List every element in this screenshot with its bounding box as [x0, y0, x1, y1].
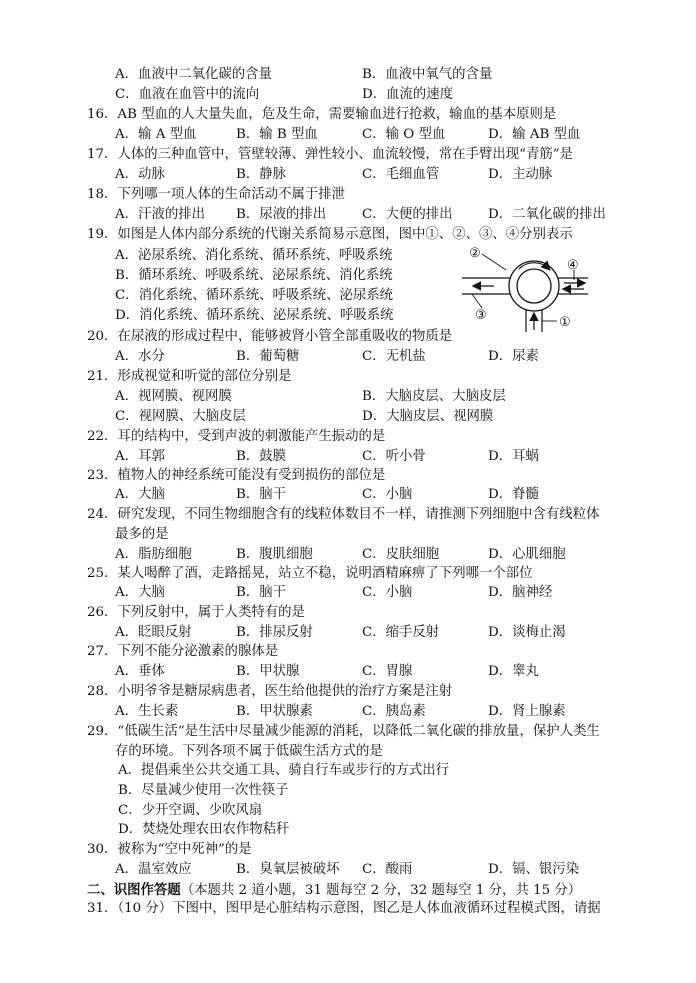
option-c: C．胃腺: [362, 664, 413, 679]
option-a: A．大脑: [115, 487, 165, 502]
option-a: A．水分: [115, 349, 165, 364]
question-17-stem: 17．人体的三种血管中，管壁较薄、弹性较小、血流较慢，常在手臂出现“青筋”是: [87, 147, 574, 162]
option-b: B．葡萄糖: [236, 349, 300, 364]
option-d: D．消化系统、循环系统、泌尿系统、呼吸系统: [115, 308, 394, 323]
section-2-note: （本题共 2 道小题，31 题每空 2 分，32 题每空 1 分，共 15 分）: [180, 883, 582, 898]
question-23-stem: 23．植物人的神经系统可能没有受到损伤的部位是: [87, 468, 386, 483]
option-d: D．脊髓: [488, 487, 539, 502]
option-d: D．焚烧处理农田农作物秸秆: [118, 822, 290, 837]
option-a: A．提倡乘坐公共交通工具、骑自行车或步行的方式出行: [118, 763, 450, 778]
option-b: B．鼓膜: [236, 449, 287, 464]
option-d: D．谈梅止渴: [488, 625, 566, 640]
label-2: ②: [469, 246, 481, 261]
option-c: C．大便的排出: [362, 207, 453, 222]
leader-2: [482, 254, 506, 270]
question-30-stem: 30．被称为“空中死神”的是: [87, 842, 252, 857]
option-c: C．无机盐: [362, 349, 426, 364]
option-b: B．循环系统、呼吸系统、泌尿系统、消化系统: [115, 268, 393, 283]
question-24-stem: 24．研究发现，不同生物细胞含有的线粒体数目不一样，请推测下列细胞中含有线粒体: [87, 507, 600, 522]
option-d: D．脑神经: [488, 585, 553, 600]
option-d: D．输 AB 型血: [488, 127, 581, 142]
option-b: B．脑干: [236, 487, 287, 502]
question-20-stem: 20．在尿液的形成过程中，能够被肾小管全部重吸收的物质是: [87, 329, 453, 344]
option-d: D．大脑皮层、视网膜: [362, 409, 494, 424]
option-a: A．眨眼反射: [115, 625, 192, 640]
label-1: ①: [559, 315, 571, 330]
question-28-stem: 28．小明爷爷是糖尿病患者，医生给他提供的治疗方案是注射: [87, 684, 453, 699]
option-b: B．静脉: [236, 167, 287, 182]
option-c: C．小脑: [362, 487, 413, 502]
option-c: C．听小骨: [362, 449, 426, 464]
label-4: ④: [567, 258, 579, 273]
label-3: ③: [475, 308, 487, 323]
option-b: B．腹肌细胞: [236, 547, 313, 562]
option-d: D．主动脉: [488, 167, 553, 182]
question-16-stem: 16．AB 型血的人大量失血，危及生命，需要输血进行抢救，输血的基本原则是: [87, 107, 557, 122]
option-d: D．心肌细胞: [488, 547, 566, 562]
option-b: B．脑干: [236, 585, 287, 600]
option-c: C．视网膜、大脑皮层: [115, 409, 246, 424]
option-a: A．温室效应: [115, 862, 192, 877]
option-c: C．小脑: [362, 585, 413, 600]
option-b: B．排尿反射: [236, 625, 313, 640]
option-a: A．血液中二氧化碳的含量: [115, 67, 272, 82]
option-b: B．甲状腺素: [236, 704, 313, 719]
question-26-stem: 26．下列反射中，属于人类特有的是: [87, 605, 305, 620]
option-c: C．胰岛素: [362, 704, 426, 719]
option-b: B．输 B 型血: [236, 127, 318, 142]
option-a: A．泌尿系统、消化系统、循环系统、呼吸系统: [115, 248, 393, 263]
option-a: A．耳郭: [115, 449, 165, 464]
option-c: C．输 O 型血: [362, 127, 446, 142]
question-24-stem-continued: 最多的是: [115, 527, 169, 542]
option-a: A．动脉: [115, 167, 165, 182]
question-25-stem: 25．某人喝醉了酒，走路摇晃，站立不稳，说明酒精麻痹了下列哪一个部位: [87, 566, 533, 581]
option-d: D．耳蜗: [488, 449, 539, 464]
question-21-stem: 21．形成视觉和听觉的部位分别是: [87, 369, 292, 384]
leader-3: [472, 294, 482, 308]
question-29-stem: 29．“低碳生活”是生活中尽量减少能源的消耗，以降低二氧化碳的排放量，保护人类生: [87, 724, 600, 739]
option-a: A．视网膜、视网膜: [115, 389, 232, 404]
option-b: B．尿液的排出: [236, 207, 327, 222]
option-c: C．消化系统、循环系统、呼吸系统、泌尿系统: [115, 288, 394, 303]
option-c: C．皮肤细胞: [362, 547, 440, 562]
option-c: C．血液在血管中的流向: [115, 87, 260, 102]
option-c: C．缩手反射: [362, 625, 440, 640]
option-b: B．大脑皮层、大脑皮层: [362, 389, 506, 404]
question-31-stem: 31．（10 分）下图中，图甲是心脏结构示意图，图乙是人体血液循环过程模式图，请据: [87, 901, 601, 916]
option-b: B．臭氧层被破坏: [236, 862, 340, 877]
option-b: B．血液中氧气的含量: [362, 67, 493, 82]
option-a: A．生长素: [115, 704, 179, 719]
option-a: A．汗液的排出: [115, 207, 206, 222]
option-b: B．甲状腺: [236, 664, 300, 679]
option-a: A．脂肪细胞: [115, 547, 192, 562]
option-d: D．血流的速度: [362, 87, 454, 102]
section-2-heading: [87, 880, 581, 900]
option-a: A．垂体: [115, 664, 165, 679]
option-b: B．尽量减少使用一次性筷子: [118, 783, 289, 798]
option-c: C．少开空调、少吹风扇: [118, 803, 263, 818]
question-19-stem: 19．如图是人体内部分系统的代谢关系简易示意图，图中①、②、③、④分别表示: [87, 227, 573, 242]
system-relation-diagram: [460, 242, 590, 332]
option-a: A．大脑: [115, 585, 165, 600]
option-c: C．酸雨: [362, 862, 413, 877]
question-29-stem-continued: 存的环境。下列各项不属于低碳生活方式的是: [115, 744, 383, 759]
option-d: D．二氧化碳的排出: [488, 207, 606, 222]
question-18-stem: 18．下列哪一项人体的生命活动不属于排泄: [87, 187, 346, 202]
ring-inner: [517, 269, 551, 303]
option-c: C．毛细血管: [362, 167, 440, 182]
question-22-stem: 22．耳的结构中，受到声波的刺激能产生振动的是: [87, 429, 386, 444]
question-27-stem: 27．下列不能分泌激素的腺体是: [87, 644, 279, 659]
option-d: D．肾上腺素: [488, 704, 566, 719]
section-2-title: 二、识图作答题: [87, 882, 181, 898]
option-d: D．尿素: [488, 349, 539, 364]
option-d: D．镉、银污染: [488, 862, 580, 877]
option-d: D．睾丸: [488, 664, 539, 679]
option-a: A．输 A 型血: [115, 127, 197, 142]
